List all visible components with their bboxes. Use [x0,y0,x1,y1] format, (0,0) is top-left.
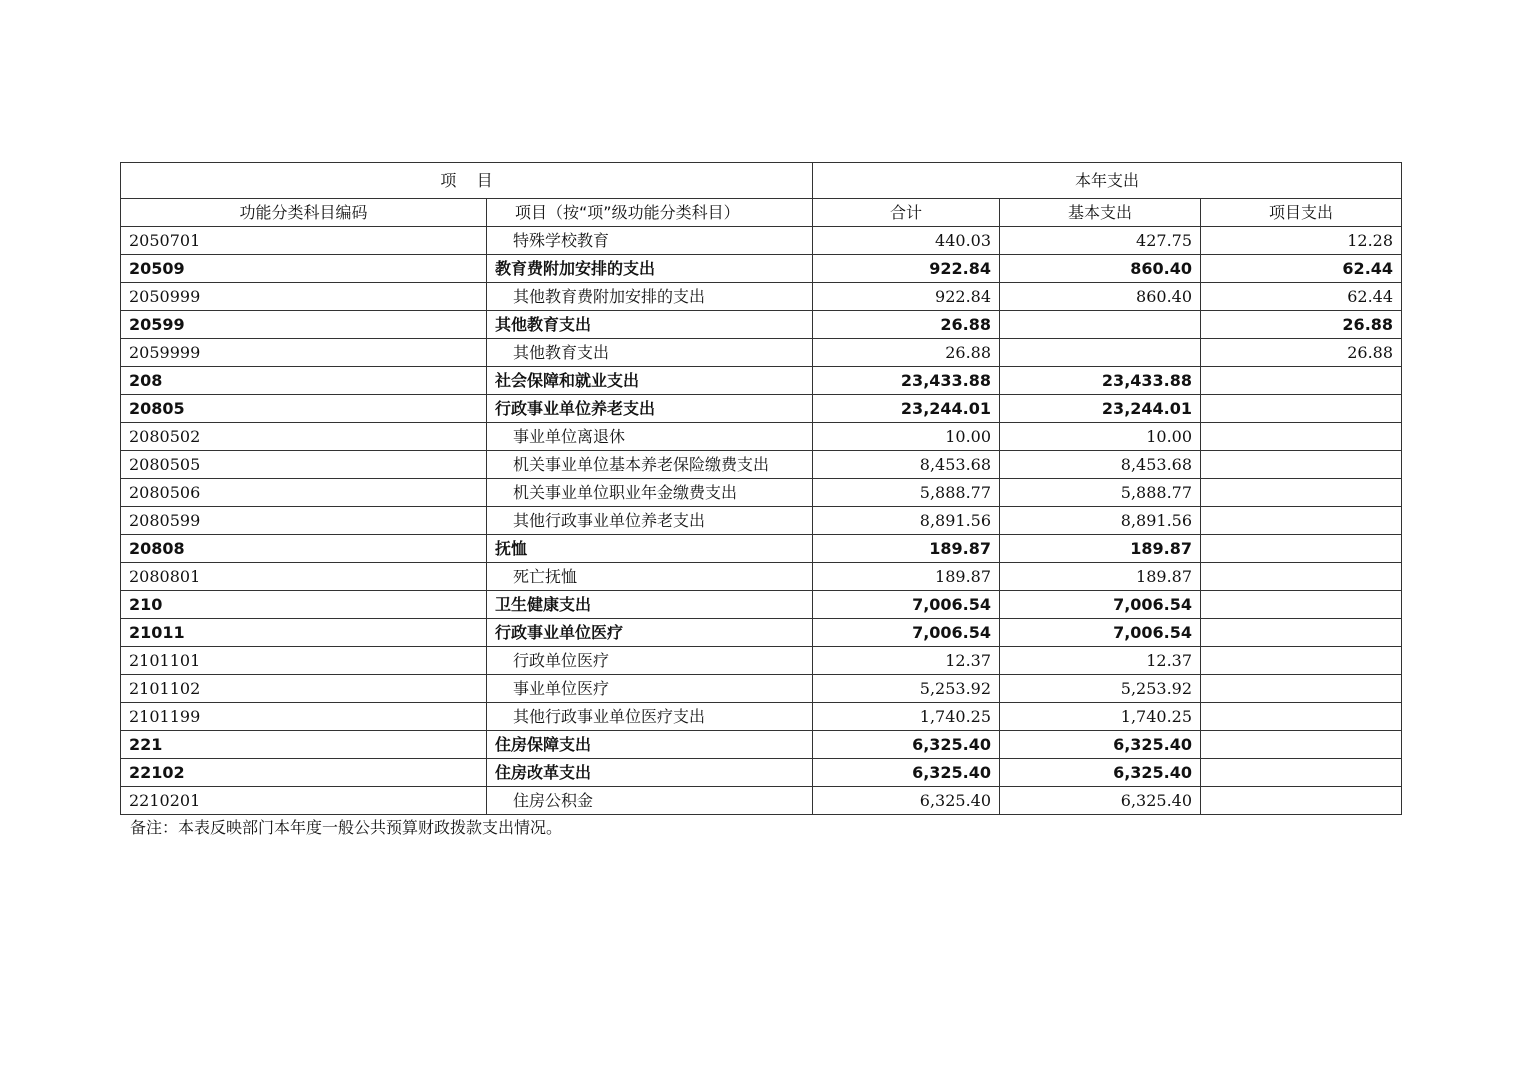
cell-code: 20509 [121,255,487,283]
cell-code: 2080506 [121,479,487,507]
cell-project [1201,619,1402,647]
table-row [121,703,1402,731]
cell-project [1201,759,1402,787]
cell-code: 20805 [121,395,487,423]
cell-basic: 860.40 [1000,255,1201,283]
cell-total: 6,325.40 [813,787,1000,815]
cell-basic: 6,325.40 [1000,787,1201,815]
table-row [121,283,1402,311]
cell-project [1201,731,1402,759]
header-current-year-expenditure: 本年支出 [813,163,1402,199]
cell-project [1201,591,1402,619]
cell-name: 其他教育支出 [487,339,813,367]
cell-name: 抚恤 [487,535,813,563]
cell-name: 特殊学校教育 [487,227,813,255]
cell-total: 1,740.25 [813,703,1000,731]
cell-project [1201,675,1402,703]
cell-code: 22102 [121,759,487,787]
table-row [121,563,1402,591]
cell-code: 2080801 [121,563,487,591]
cell-basic: 8,453.68 [1000,451,1201,479]
cell-project [1201,479,1402,507]
cell-name: 事业单位离退休 [487,423,813,451]
cell-basic: 5,253.92 [1000,675,1201,703]
cell-total: 922.84 [813,255,1000,283]
cell-total: 922.84 [813,283,1000,311]
table-row [121,759,1402,787]
cell-basic: 7,006.54 [1000,591,1201,619]
cell-name: 死亡抚恤 [487,563,813,591]
cell-project: 62.44 [1201,255,1402,283]
cell-basic: 10.00 [1000,423,1201,451]
header-project-expenditure: 项目支出 [1201,199,1402,227]
cell-name: 住房公积金 [487,787,813,815]
cell-name: 行政事业单位养老支出 [487,395,813,423]
cell-name: 卫生健康支出 [487,591,813,619]
cell-project [1201,647,1402,675]
budget-table-container [120,162,1401,815]
cell-total: 440.03 [813,227,1000,255]
cell-total: 23,433.88 [813,367,1000,395]
table-body [121,227,1402,815]
cell-project: 62.44 [1201,283,1402,311]
cell-basic: 6,325.40 [1000,759,1201,787]
cell-code: 2050999 [121,283,487,311]
cell-name: 行政单位医疗 [487,647,813,675]
cell-total: 6,325.40 [813,759,1000,787]
table-row [121,479,1402,507]
table-row [121,507,1402,535]
cell-name: 其他行政事业单位养老支出 [487,507,813,535]
cell-basic: 7,006.54 [1000,619,1201,647]
cell-name: 行政事业单位医疗 [487,619,813,647]
cell-code: 2059999 [121,339,487,367]
cell-code: 20599 [121,311,487,339]
cell-total: 7,006.54 [813,619,1000,647]
cell-basic: 8,891.56 [1000,507,1201,535]
cell-basic: 1,740.25 [1000,703,1201,731]
cell-name: 社会保障和就业支出 [487,367,813,395]
cell-code: 2080505 [121,451,487,479]
cell-code: 208 [121,367,487,395]
table-row [121,535,1402,563]
cell-project [1201,507,1402,535]
expenditure-table [120,162,1402,815]
cell-total: 5,888.77 [813,479,1000,507]
table-note: 备注：本表反映部门本年度一般公共预算财政拨款支出情况。 [130,818,563,837]
table-row [121,731,1402,759]
cell-project [1201,423,1402,451]
cell-basic: 23,433.88 [1000,367,1201,395]
cell-name: 机关事业单位基本养老保险缴费支出 [487,451,813,479]
cell-name: 教育费附加安排的支出 [487,255,813,283]
cell-total: 26.88 [813,311,1000,339]
cell-total: 8,891.56 [813,507,1000,535]
cell-project [1201,367,1402,395]
cell-total: 10.00 [813,423,1000,451]
cell-total: 189.87 [813,563,1000,591]
table-row [121,591,1402,619]
cell-basic: 23,244.01 [1000,395,1201,423]
table-row [121,255,1402,283]
cell-code: 20808 [121,535,487,563]
cell-total: 26.88 [813,339,1000,367]
header-total: 合计 [813,199,1000,227]
cell-code: 2080502 [121,423,487,451]
cell-total: 7,006.54 [813,591,1000,619]
cell-code: 2101102 [121,675,487,703]
cell-basic [1000,311,1201,339]
cell-project [1201,395,1402,423]
cell-total: 189.87 [813,535,1000,563]
cell-name: 机关事业单位职业年金缴费支出 [487,479,813,507]
cell-code: 2101101 [121,647,487,675]
cell-project: 26.88 [1201,339,1402,367]
table-row [121,367,1402,395]
table-row [121,647,1402,675]
cell-total: 8,453.68 [813,451,1000,479]
cell-basic [1000,339,1201,367]
cell-name: 住房保障支出 [487,731,813,759]
header-function-code: 功能分类科目编码 [121,199,487,227]
table-header [121,163,1402,227]
cell-project: 12.28 [1201,227,1402,255]
cell-code: 2210201 [121,787,487,815]
cell-name: 住房改革支出 [487,759,813,787]
table-row [121,395,1402,423]
cell-code: 210 [121,591,487,619]
header-item-name: 项目（按“项”级功能分类科目） [487,199,813,227]
table-row [121,339,1402,367]
cell-basic: 6,325.40 [1000,731,1201,759]
header-project: 项 目 [121,163,813,199]
cell-basic: 427.75 [1000,227,1201,255]
table-row [121,787,1402,815]
header-basic-expenditure: 基本支出 [1000,199,1201,227]
cell-total: 23,244.01 [813,395,1000,423]
table-row [121,227,1402,255]
cell-name: 其他教育费附加安排的支出 [487,283,813,311]
cell-code: 2080599 [121,507,487,535]
cell-project: 26.88 [1201,311,1402,339]
cell-basic: 12.37 [1000,647,1201,675]
cell-project [1201,535,1402,563]
table-row [121,619,1402,647]
cell-code: 21011 [121,619,487,647]
table-row [121,311,1402,339]
cell-basic: 189.87 [1000,535,1201,563]
cell-total: 6,325.40 [813,731,1000,759]
cell-name: 其他行政事业单位医疗支出 [487,703,813,731]
cell-code: 2050701 [121,227,487,255]
cell-code: 221 [121,731,487,759]
cell-project [1201,563,1402,591]
cell-code: 2101199 [121,703,487,731]
cell-total: 12.37 [813,647,1000,675]
cell-basic: 860.40 [1000,283,1201,311]
cell-total: 5,253.92 [813,675,1000,703]
cell-name: 其他教育支出 [487,311,813,339]
cell-project [1201,451,1402,479]
table-row [121,423,1402,451]
cell-basic: 5,888.77 [1000,479,1201,507]
cell-project [1201,787,1402,815]
cell-name: 事业单位医疗 [487,675,813,703]
table-row [121,451,1402,479]
cell-basic: 189.87 [1000,563,1201,591]
table-row [121,675,1402,703]
cell-project [1201,703,1402,731]
